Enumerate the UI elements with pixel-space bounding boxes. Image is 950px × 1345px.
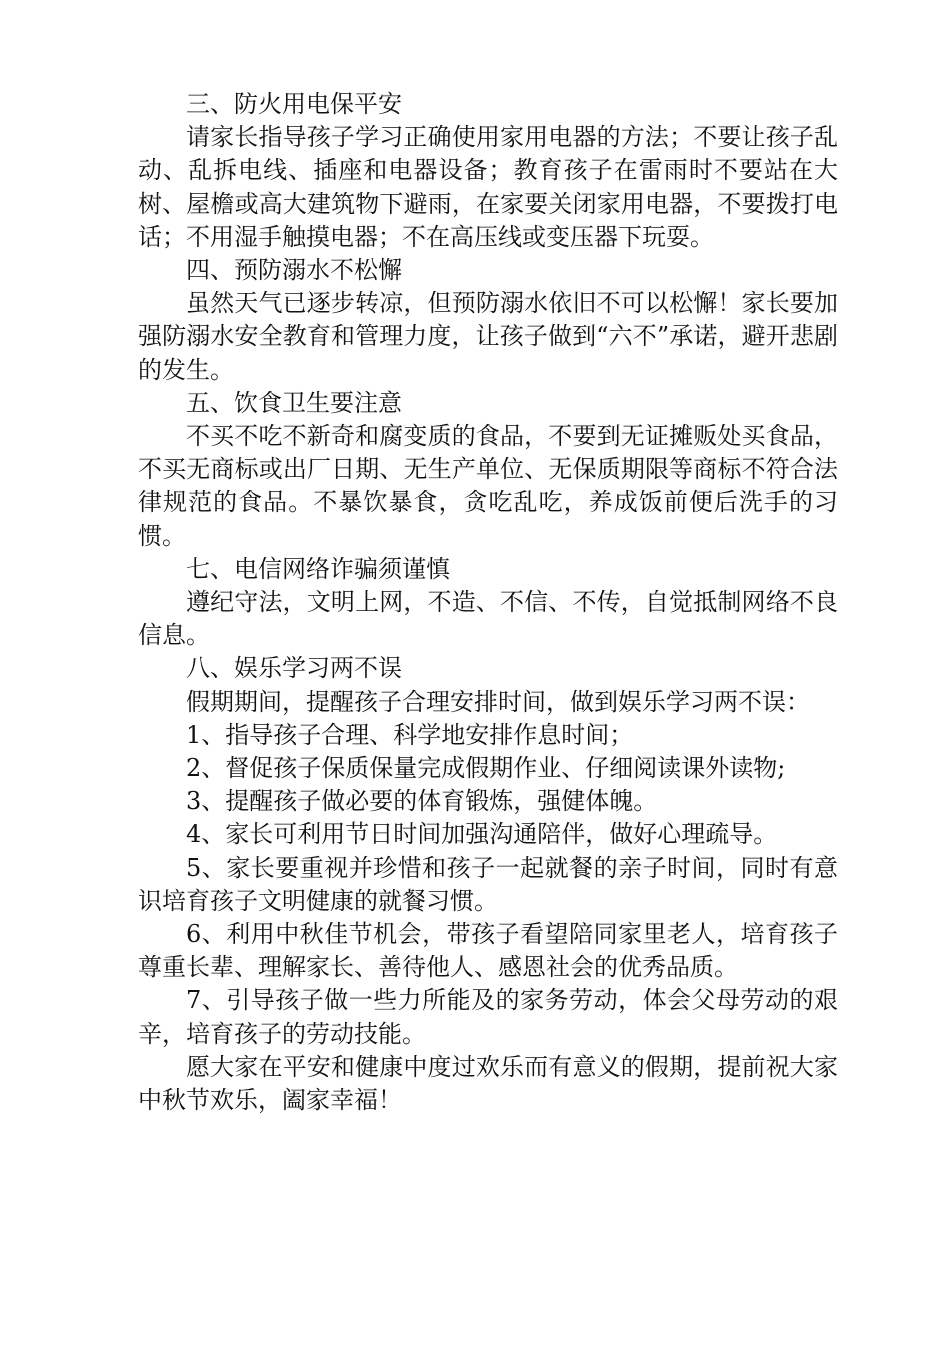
list-item-exercise: 3、提醒孩子做必要的体育锻炼，强健体魄。 — [186, 787, 658, 816]
document-body — [138, 88, 838, 1117]
section-heading-telecom-fraud: 七、电信网络诈骗须谨慎 — [186, 554, 450, 583]
section-heading-drowning: 四、预防溺水不松懈 — [186, 256, 402, 285]
list-item-mid-autumn: 6、利用中秋佳节机会，带孩子看望陪同家里老人，培育孩子尊重长辈、理解家长、善待他人、感恩社会的优秀品质。 — [138, 920, 838, 982]
paragraph-food-hygiene: 不买不吃不新奇和腐变质的食品，不要到无证摊贩处买食品，不买无商标或出厂日期、无生产单位、无保质期限等商标不符合法律规范的食品。不暴饮暴食，贪吃乱吃，养成饭前便后洗手的习惯。 — [138, 422, 838, 550]
section-heading-play-study: 八、娱乐学习两不误 — [186, 654, 402, 683]
paragraph-drowning-prevention: 虽然天气已逐步转凉，但预防溺水依旧不可以松懈！家长要加强防溺水安全教育和管理力度，让孩子做到“六不”承诺，避开悲剧的发生。 — [138, 289, 838, 384]
list-item-dining: 5、家长要重视并珍惜和孩子一起就餐的亲子时间，同时有意识培育孩子文明健康的就餐习惯。 — [138, 853, 838, 915]
section-heading-food-hygiene: 五、饮食卫生要注意 — [186, 388, 402, 417]
paragraph-holiday-time: 假期期间，提醒孩子合理安排时间，做到娱乐学习两不误： — [186, 687, 810, 716]
list-item-communication: 4、家长可利用节日时间加强沟通陪伴，做好心理疏导。 — [186, 820, 778, 849]
list-item-housework: 7、引导孩子做一些力所能及的家务劳动，体会父母劳动的艰辛，培育孩子的劳动技能。 — [138, 986, 838, 1048]
section-heading-fire-electricity: 三、防火用电保平安 — [186, 90, 402, 118]
paragraph-electricity-safety: 请家长指导孩子学习正确使用家用电器的方法；不要让孩子乱动、乱拆电线、插座和电器设备；教育孩子在雷雨时不要站在大树、屋檐或高大建筑物下避雨，在家要关闭家用电器，不要拨打电话；不用湿手触摸电器；不在高压线或变压器下玩耍。 — [138, 123, 838, 251]
list-item-schedule: 1、指导孩子合理、科学地安排作息时间； — [186, 720, 634, 749]
list-item-homework: 2、督促孩子保质保量完成假期作业、仔细阅读课外读物; — [186, 754, 786, 783]
paragraph-internet-safety: 遵纪守法，文明上网，不造、不信、不传，自觉抵制网络不良信息。 — [138, 588, 838, 650]
closing-paragraph: 愿大家在平安和健康中度过欢乐而有意义的假期，提前祝大家中秋节欢乐，阖家幸福！ — [138, 1052, 838, 1115]
